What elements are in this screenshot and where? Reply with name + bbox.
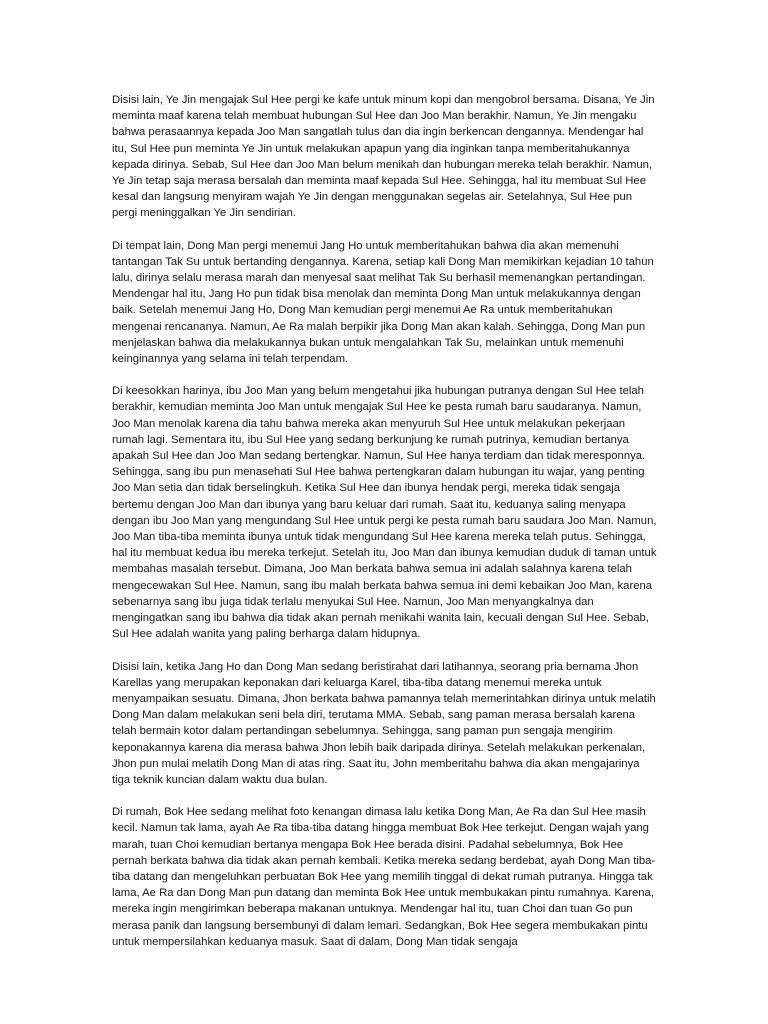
- paragraph-2: Di tempat lain, Dong Man pergi menemui Jang Ho untuk memberitahukan bahwa dia akan memenuhi tantangan Tak Su untuk bertanding dengannya. Karena, setiap kali Dong Man memikirkan kejadian 10 tahun lalu, dirinya selalu merasa marah dan menyesal saat melihat Tak Su berhasil memenangkan pertandingan. Mendengar hal itu, Jang Ho pun tidak bisa menolak dan meminta Dong Man untuk melakukannya dengan baik. Setelah menemui Jang Ho, Dong Man kemudian pergi menemui Ae Ra untuk memberitahukan mengenai rencananya. Namun, Ae Ra malah berpikir jika Dong Man akan kalah. Sehingga, Dong Man pun menjelaskan bahwa dia melakukannya bukan untuk mengalahkan Tak Su, melainkan untuk memenuhi keinginannya yang selama ini telah terpendam.: [112, 239, 654, 366]
- paragraph-5: Di rumah, Bok Hee sedang melihat foto kenangan dimasa lalu ketika Dong Man, Ae Ra dan Sul Hee masih kecil. Namun tak lama, ayah Ae Ra tiba-tiba datang hingga membuat Bok Hee terkejut. Dengan wajah yang marah, tuan Choi kemudian bertanya mengapa Bok Hee berada disini. Padahal sebelumnya, Bok Hee pernah berkata bahwa dia tidak akan pernah kembali. Ketika mereka sedang berdebat, ayah Dong Man tiba-tiba datang dan mengeluhkan perbuatan Bok Hee yang memilih tinggal di dekat rumah putranya. Hingga tak lama, Ae Ra dan Dong Man pun datang dan meminta Bok Hee untuk membukakan pintu rumahnya. Karena, mereka ingin mengirimkan beberapa makanan untuknya. Mendengar hal itu, tuan Choi dan tuan Go pun merasa panik dan langsung bersembunyi di dalam lemari. Sedangkan, Bok Hee segera membukakan pintu untuk mempersilahkan keduanya masuk. Saat di dalam, Dong Man tidak sengaja: [112, 806, 656, 948]
- document-body: [112, 92, 657, 966]
- paragraph-4: Disisi lain, ketika Jang Ho dan Dong Man sedang beristirahat dari latihannya, seorang pria bernama Jhon Karellas yang merupakan keponakan dari keluarga Karel, tiba-tiba datang menemui mereka untuk menyampaikan sesuatu. Dimana, Jhon berkata bahwa pamannya telah memerintahkan dirinya untuk melatih Dong Man dalam melakukan seni bela diri, terutama MMA. Sebab, sang paman merasa bersalah karena telah bermain kotor dalam pertandingan sebelumnya. Sehingga, sang paman pun sengaja mengirim keponakannya karena dia merasa bahwa Jhon lebih baik daripada dirinya. Setelah melakukan perkenalan, Jhon pun mulai melatih Dong Man di atas ring. Saat itu, John memberitahu bahwa dia akan mengajarinya tiga teknik kuncian dalam waktu dua bulan.: [112, 660, 656, 786]
- paragraph-1: Disisi lain, Ye Jin mengajak Sul Hee pergi ke kafe untuk minum kopi dan mengobrol bersama. Disana, Ye Jin meminta maaf karena telah membuat hubungan Sul Hee dan Joo Man berakhir. Namun, Ye Jin mengaku bahwa perasaannya kepada Joo Man sangatlah tulus dan dia ingin berkencan dengannya. Mendengar hal itu, Sul Hee pun meminta Ye Jin untuk melakukan apapun yang dia inginkan tanpa memberitahukannya kepada dirinya. Sebab, Sul Hee dan Joo Man belum menikah dan hubungan mereka telah berakhir. Namun, Ye Jin tetap saja merasa bersalah dan meminta maaf kepada Sul Hee. Sehingga, hal itu membuat Sul Hee kesal dan langsung menyiram wajah Ye Jin dengan menggunakan segelas air. Setelahnya, Sul Hee pun pergi meninggalkan Ye Jin sendirian.: [112, 94, 655, 220]
- paragraph-3: Di keesokkan harinya, ibu Joo Man yang belum mengetahui jika hubungan putranya dengan Sul Hee telah berakhir, kemudian meminta Joo Man untuk mengajak Sul Hee ke pesta rumah baru saudaranya. Namun, Joo Man menolak karena dia tahu bahwa mereka akan menyuruh Sul Hee untuk melakukan pekerjaan rumah lagi. Sementara itu, ibu Sul Hee yang sedang berkunjung ke rumah putrinya, kemudian bertanya apakah Sul Hee dan Joo Man sedang bertengkar. Namun, Sul Hee hanya terdiam dan tidak meresponnya. Sehingga, sang ibu pun menasehati Sul Hee bahwa pertengkaran dalam hubungan itu wajar, yang penting Joo Man setia dan tidak berselingkuh. Ketika Sul Hee dan ibunya hendak pergi, mereka tidak sengaja bertemu dengan Joo Man dan ibunya yang baru keluar dari rumah. Saat itu, keduanya saling menyapa dengan ibu Joo Man yang mengundang Sul Hee untuk pergi ke pesta rumah baru saudara Joo Man. Namun, Joo Man tiba-tiba meminta ibunya untuk tidak mengundang Sul Hee karena mereka telah putus. Sehingga, hal itu membuat kedua ibu mereka terkejut. Setelah itu, Joo Man dan ibunya kemudian duduk di taman untuk membahas masalah tersebut. Dimana, Joo Man berkata bahwa semua ini adalah salahnya karena telah mengecewakan Sul Hee. Namun, sang ibu malah berkata bahwa semua ini demi kebaikan Joo Man, karena sebenarnya sang ibu juga tidak terlalu menyukai Sul Hee. Namun, Joo Man menyangkalnya dan mengingatkan sang ibu bahwa dia tidak akan pernah menikahi wanita lain, kecuali dengan Sul Hee. Sebab, Sul Hee adalah wanita yang paling berharga dalam hidupnya.: [112, 385, 657, 641]
